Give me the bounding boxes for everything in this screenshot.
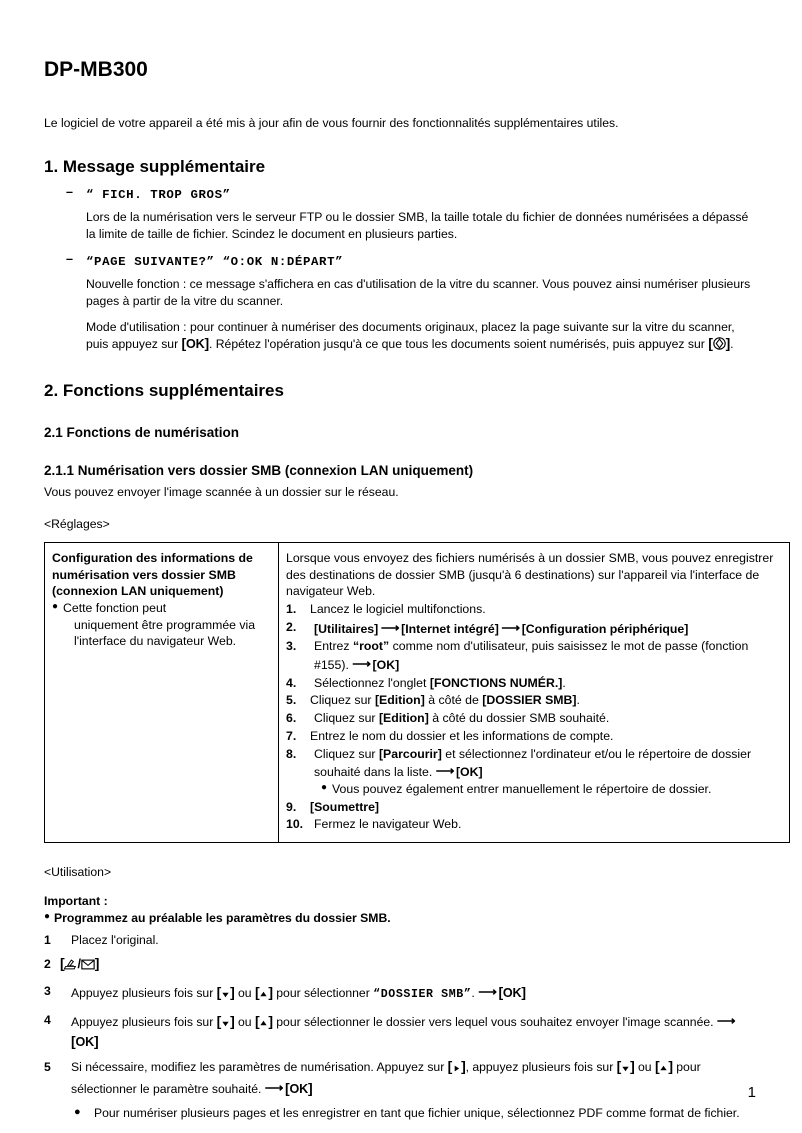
right-arrow-icon: ⟶: [716, 1013, 738, 1029]
step-number: 5: [44, 1059, 51, 1074]
right-arrow-icon: ⟶: [378, 619, 402, 635]
step-text-b: ou: [234, 1015, 255, 1030]
step-button-utilitaires: [Utilitaires]: [314, 621, 379, 636]
step-text-a: Appuyez plusieurs fois sur: [71, 986, 217, 1001]
arrow-down-key-icon: [621, 1061, 630, 1079]
step-number: 9.: [286, 799, 297, 814]
step-text-a: Si nécessaire, modifiez les paramètres de numérisation. Appuyez sur: [71, 1059, 448, 1074]
table-step-4: [286, 675, 782, 692]
ok-key: [OK]: [498, 984, 526, 1001]
step-number: 2.: [286, 619, 297, 634]
step-button-internet: [Internet intégré]: [401, 621, 499, 636]
section-2-1-heading: 2.1 Fonctions de numérisation: [44, 424, 240, 440]
step-text-c: .: [576, 693, 580, 708]
dash-marker: –: [66, 185, 73, 200]
bullet-dot-icon: ●: [74, 1105, 81, 1118]
step-button-config: [Configuration périphérique]: [521, 621, 689, 636]
step-text-a: Sélectionnez l'onglet: [314, 675, 430, 690]
message-body-1: Lors de la numérisation vers le serveur FTP ou le dossier SMB, la taille totale du fichier de données numérisées a dépassé la limite de taille de fichier. Scindez le document en plusieurs parties.: [86, 210, 749, 242]
step-text: Lancez le logiciel multifonctions.: [310, 601, 486, 616]
step-number: 2: [44, 957, 51, 972]
step-number: 8.: [286, 746, 297, 761]
settings-table: [44, 542, 790, 843]
step-value-root: “root”: [352, 639, 390, 654]
table-left-bullet: [52, 600, 271, 650]
start-key-1: [ ]: [708, 337, 730, 351]
step-number: 4.: [286, 675, 297, 690]
usage-step-4: [44, 1012, 758, 1052]
step-button-ok: [OK]: [455, 765, 483, 780]
right-arrow-icon: ⟶: [478, 984, 499, 1000]
settings-tag-label: <Réglages>: [44, 517, 110, 532]
dash-marker: –: [66, 252, 73, 267]
down-key: [ ]: [617, 1060, 635, 1074]
message-body-2b: [44, 319, 758, 355]
arrow-down-key-icon: [221, 987, 230, 1005]
step-number: 1.: [286, 601, 297, 616]
page-title: DP-MB300: [44, 58, 148, 81]
step-number: 10.: [286, 817, 304, 832]
usage-step-5: [44, 1059, 758, 1099]
step-text: Placez l'original.: [71, 932, 159, 947]
important-bullet: [44, 911, 758, 925]
right-arrow-icon: ⟶: [352, 656, 373, 672]
table-step-1: [286, 601, 782, 618]
step-button-parcourir: [Parcourir]: [378, 746, 442, 761]
step-text-b: à côté du dossier SMB souhaité.: [428, 711, 610, 726]
step-text-b: à côté de: [424, 693, 483, 708]
bullet-dot-icon: ●: [44, 910, 51, 922]
usage-step-1: [44, 932, 758, 949]
table-row: [45, 543, 790, 843]
step-text-b: , appuyez plusieurs fois sur: [465, 1059, 617, 1074]
important-label: Important :: [44, 893, 108, 908]
step-button-soumettre: [Soumettre]: [310, 799, 380, 814]
step-text-a: Entrez: [314, 639, 353, 654]
step-text-a: Cliquez sur: [310, 693, 375, 708]
step-number: 1: [44, 932, 51, 947]
step-button-ok: [OK]: [372, 658, 400, 673]
table-step-8-note: [314, 781, 782, 797]
step-button-edition: [Edition]: [378, 711, 429, 726]
step-number: 6.: [286, 711, 297, 726]
table-step-7: [286, 728, 782, 745]
step-number: 3.: [286, 639, 297, 654]
table-step-2: [286, 619, 782, 638]
step-text-c: ou: [634, 1059, 655, 1074]
message-list: [44, 185, 758, 355]
table-left-heading: Configuration des informations de numérisation vers dossier SMB (connexion LAN uniquement): [52, 551, 253, 598]
envelope-key-icon: [81, 958, 95, 976]
down-key: [ ]: [217, 1015, 235, 1029]
table-right-intro: Lorsque vous envoyez des fichiers numérisés à un dossier SMB, vous pouvez enregistrer des destinations de dossier SMB (jusqu'à 6 destinations) sur l'appareil via l'interface de navigateur Web.: [286, 551, 774, 599]
up-key: [ ]: [255, 986, 273, 1000]
step-link-dossier-smb: [DOSSIER SMB]: [482, 693, 577, 708]
table-step-5: [286, 692, 782, 709]
step-text-b: .: [562, 675, 566, 690]
up-key: [ ]: [655, 1060, 673, 1074]
step-note-text: Vous pouvez également entrer manuellement le répertoire de dossier.: [332, 782, 712, 797]
step-text-c: pour sélectionner: [272, 986, 374, 1001]
arrow-right-key-icon: [452, 1061, 461, 1079]
step-text: Fermez le navigateur Web.: [314, 817, 462, 832]
bullet-dot-icon: ●: [52, 601, 59, 613]
ok-key: [OK]: [71, 1032, 99, 1049]
right-arrow-icon: ⟶: [435, 763, 456, 779]
table-step-6: [286, 710, 782, 727]
step-text: Entrez le nom du dossier et les informations de compte.: [310, 728, 614, 743]
ok-key: [OK]: [285, 1079, 313, 1096]
message-item-1: [44, 185, 758, 203]
table-left-bullet-line2: uniquement être programmée via l'interface du navigateur Web.: [74, 617, 256, 649]
step-number: 3: [44, 984, 51, 999]
step-text-a: Cliquez sur: [314, 711, 379, 726]
step-text-a: Cliquez sur: [314, 746, 379, 761]
step-text-b: ou: [234, 986, 255, 1001]
arrow-down-key-icon: [221, 1016, 230, 1034]
table-step-9: [286, 799, 782, 816]
table-step-8: [286, 746, 782, 798]
usage-step-2: [44, 956, 758, 976]
message-usage-text-c: .: [730, 336, 734, 351]
table-cell-right: [279, 543, 790, 843]
step-text-b: comme nom d'utilisateur, puis saisissez le mot de passe (fonction #155).: [314, 639, 749, 673]
step-button-edition: [Edition]: [374, 693, 425, 708]
important-bullet-text: Programmez au préalable les paramètres du dossier SMB.: [54, 910, 391, 925]
scan-copy-key-icon: [64, 958, 77, 976]
usage-step-3: [44, 983, 758, 1005]
intro-paragraph: Le logiciel de votre appareil a été mis à jour afin de vous fournir des fonctionnalités supplémentaires utiles.: [44, 116, 619, 130]
step-text-d: pour sélectionner le paramètre souhaité.: [71, 1059, 701, 1096]
message-item-2: [44, 252, 758, 270]
step-tab-fonctions-numer: [FONCTIONS NUMÉR.]: [429, 675, 563, 690]
table-left-bullet-line1: Cette fonction peut: [63, 601, 167, 616]
step-number: 7.: [286, 728, 297, 743]
down-key: [ ]: [217, 986, 235, 1000]
table-step-10: [286, 816, 782, 833]
up-key: [ ]: [255, 1015, 273, 1029]
start-diamond-icon: [713, 337, 726, 355]
usage-tag-label: <Utilisation>: [44, 864, 112, 879]
table-step-3: [286, 638, 782, 673]
step-text-c: pour sélectionner le dossier vers lequel vous souhaitez envoyer l'image scannée.: [272, 1015, 717, 1030]
step-number: 4: [44, 1013, 51, 1028]
step-value-dossier-smb: “DOSSIER SMB”: [373, 988, 472, 1002]
section-1-heading: 1. Message supplémentaire: [44, 157, 266, 177]
message-code-2: “PAGE SUIVANTE?” “O:OK N:DÉPART”: [86, 255, 344, 270]
section-2-1-1-heading: 2.1.1 Numérisation vers dossier SMB (connexion LAN uniquement): [44, 462, 474, 478]
step-text-d: .: [471, 986, 479, 1001]
right-arrow-icon: ⟶: [498, 619, 522, 635]
message-usage-text-b: . Répétez l'opération jusqu'à ce que tous les documents soient numérisés, puis appuyez sur: [208, 336, 709, 351]
section-2-1-1-paragraph: Vous pouvez envoyer l'image scannée à un dossier sur le réseau.: [44, 484, 399, 499]
table-cell-left: [45, 543, 279, 843]
usage-final-note: [44, 1105, 758, 1122]
ok-key-1: [OK]: [181, 334, 209, 351]
right-key: [ ]: [448, 1060, 466, 1074]
section-2-heading: 2. Fonctions supplémentaires: [44, 380, 284, 400]
table-steps-list: [286, 601, 782, 833]
scan-mail-key: [ / ]: [60, 957, 99, 971]
bullet-dot-icon: ●: [321, 782, 328, 794]
message-code-1: “ FICH. TROP GROS”: [86, 188, 231, 203]
page-number: 1: [747, 1084, 756, 1101]
right-arrow-icon: ⟶: [264, 1079, 286, 1095]
usage-final-note-text: Pour numériser plusieurs pages et les enregistrer en tant que fichier unique, sélectionnez PDF comme format de fichier.: [94, 1105, 740, 1120]
message-body-2: Nouvelle fonction : ce message s'affichera en cas d'utilisation de la vitre du scanner. Vous pouvez ainsi numériser plusieurs pages à partir de la vitre du scanner.: [86, 277, 751, 308]
step-text-b: et sélectionnez l'ordinateur et/ou le répertoire de dossier souhaité dans la liste.: [314, 746, 752, 780]
step-text-a: Appuyez plusieurs fois sur: [71, 1015, 217, 1030]
step-number: 5.: [286, 693, 297, 708]
message-usage-text-a: Mode d'utilisation : pour continuer à numériser des documents originaux, placez la page suivante sur la vitre du scanner, puis appuyez sur: [86, 319, 735, 351]
